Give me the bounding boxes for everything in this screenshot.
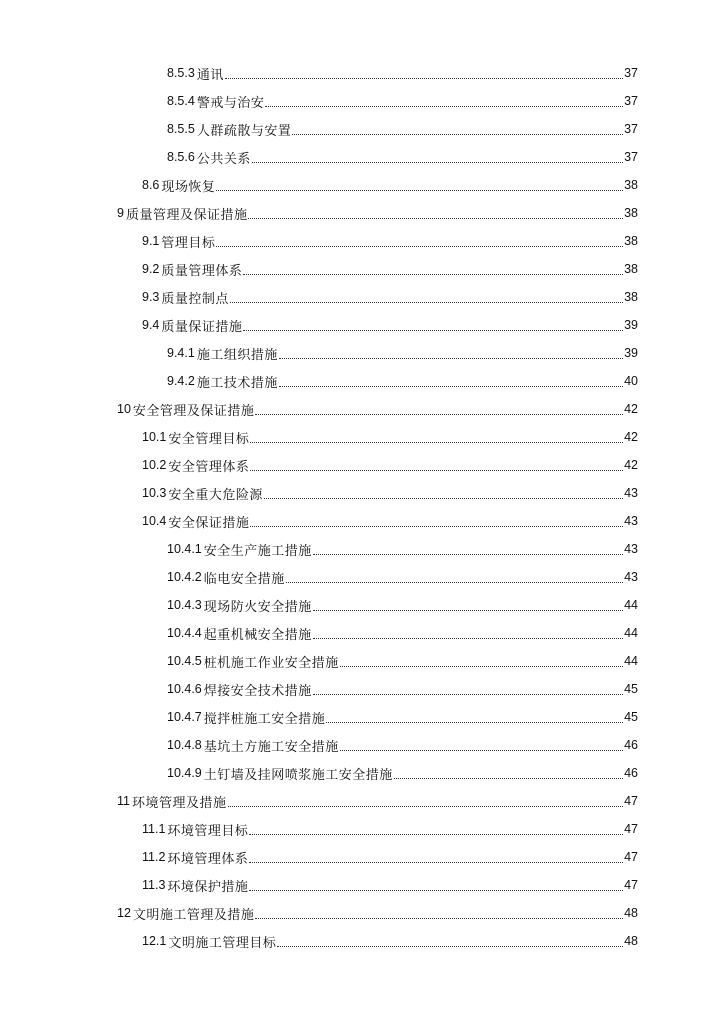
dot-leader [255,414,623,415]
toc-entry-9-3[interactable] [0,283,724,311]
toc-entry-10[interactable] [0,395,724,423]
toc-entry-title: 安全生产施工措施 [203,542,312,558]
toc-entry-page-number: 43 [624,542,638,556]
toc-entry-page-number: 45 [624,710,638,724]
table-of-contents [0,59,724,955]
toc-entry-number: 10.4.4 [167,626,202,640]
toc-entry-12-1[interactable] [0,927,724,955]
toc-entry-title: 警戒与治安 [196,94,265,110]
toc-entry-page-number: 48 [624,906,638,920]
toc-entry-number: 10.1 [142,430,167,444]
toc-entry-title: 质量保证措施 [161,318,243,334]
dot-leader [230,302,623,303]
toc-entry-title: 管理目标 [161,234,216,250]
dot-leader [249,890,623,891]
toc-entry-11-3[interactable] [0,871,724,899]
toc-entry-page-number: 43 [624,570,638,584]
toc-entry-page-number: 46 [624,738,638,752]
toc-entry-number: 9.4 [142,318,160,332]
dot-leader [250,442,623,443]
dot-leader [249,862,623,863]
toc-entry-title: 土钉墙及挂网喷浆施工安全措施 [203,766,393,782]
toc-entry-8-5-3[interactable] [0,59,724,87]
toc-entry-number: 9.2 [142,262,160,276]
toc-entry-title: 安全管理目标 [168,430,250,446]
dot-leader [292,134,623,135]
toc-entry-page-number: 37 [624,66,638,80]
dot-leader [250,526,623,527]
dot-leader [248,218,623,219]
dot-leader [326,722,623,723]
toc-entry-number: 10.4.5 [167,654,202,668]
toc-entry-page-number: 37 [624,150,638,164]
toc-entry-9-4-1[interactable] [0,339,724,367]
toc-entry-title: 安全保证措施 [168,514,250,530]
toc-entry-title: 质量管理及保证措施 [125,206,248,222]
toc-entry-title: 通讯 [196,66,224,82]
toc-entry-title: 现场恢复 [161,178,216,194]
dot-leader [340,750,623,751]
toc-entry-number: 10.4.9 [167,766,202,780]
toc-entry-page-number: 48 [624,934,638,948]
toc-entry-10-4-1[interactable] [0,535,724,563]
toc-entry-page-number: 45 [624,682,638,696]
dot-leader [252,162,623,163]
dot-leader [313,610,623,611]
dot-leader [216,246,623,247]
toc-entry-number: 8.5.3 [167,66,195,80]
toc-entry-page-number: 46 [624,766,638,780]
dot-leader [264,498,623,499]
toc-entry-page-number: 42 [624,458,638,472]
toc-entry-10-4-6[interactable] [0,675,724,703]
toc-entry-number: 9.4.1 [167,346,195,360]
toc-entry-page-number: 38 [624,290,638,304]
toc-entry-number: 10.4.8 [167,738,202,752]
toc-entry-number: 9 [117,206,124,220]
toc-entry-number: 10.4.2 [167,570,202,584]
toc-entry-10-4-3[interactable] [0,591,724,619]
toc-entry-11-1[interactable] [0,815,724,843]
dot-leader [250,470,623,471]
toc-entry-number: 10 [117,402,131,416]
dot-leader [279,386,623,387]
toc-entry-title: 环境管理及措施 [131,794,227,810]
dot-leader [243,330,623,331]
toc-entry-number: 12 [117,906,131,920]
toc-entry-9-4[interactable] [0,311,724,339]
toc-entry-number: 10.3 [142,486,167,500]
toc-entry-8-5-4[interactable] [0,87,724,115]
toc-entry-page-number: 37 [624,122,638,136]
toc-entry-number: 12.1 [142,934,167,948]
toc-entry-page-number: 42 [624,430,638,444]
toc-entry-number: 8.5.5 [167,122,195,136]
toc-entry-page-number: 43 [624,486,638,500]
dot-leader [225,78,623,79]
dot-leader [228,806,624,807]
toc-entry-title: 文明施工管理目标 [168,934,277,950]
toc-entry-10-1[interactable] [0,423,724,451]
toc-entry-title: 文明施工管理及措施 [132,906,255,922]
toc-entry-10-4[interactable] [0,507,724,535]
toc-entry-title: 质量管理体系 [161,262,243,278]
toc-entry-page-number: 44 [624,654,638,668]
toc-entry-title: 安全管理及保证措施 [132,402,255,418]
toc-entry-title: 公共关系 [196,150,251,166]
dot-leader [279,358,623,359]
dot-leader [216,190,623,191]
toc-entry-title: 安全重大危险源 [168,486,263,502]
toc-entry-number: 8.6 [142,178,160,192]
toc-entry-number: 11.3 [142,878,166,892]
toc-entry-8-6[interactable] [0,171,724,199]
toc-entry-11[interactable] [0,787,724,815]
toc-entry-number: 11 [117,794,130,808]
toc-entry-number: 10.4.3 [167,598,202,612]
toc-entry-title: 施工技术措施 [196,374,278,390]
dot-leader [243,274,623,275]
toc-entry-number: 11.1 [142,822,166,836]
toc-entry-page-number: 44 [624,626,638,640]
toc-entry-page-number: 42 [624,402,638,416]
toc-entry-10-4-5[interactable] [0,647,724,675]
dot-leader [286,582,623,583]
toc-entry-title: 焊接安全技术措施 [203,682,312,698]
toc-entry-number: 9.3 [142,290,160,304]
toc-entry-11-2[interactable] [0,843,724,871]
toc-entry-number: 10.2 [142,458,167,472]
toc-entry-title: 质量控制点 [161,290,229,306]
dot-leader [394,778,623,779]
toc-entry-8-5-5[interactable] [0,115,724,143]
toc-entry-9-2[interactable] [0,255,724,283]
toc-entry-title: 人群疏散与安置 [196,122,292,138]
toc-entry-10-4-4[interactable] [0,619,724,647]
toc-entry-title: 安全管理体系 [168,458,250,474]
dot-leader [277,946,623,947]
toc-entry-title: 施工组织措施 [196,346,278,362]
toc-entry-10-3[interactable] [0,479,724,507]
toc-entry-12[interactable] [0,899,724,927]
toc-entry-number: 10.4 [142,514,167,528]
toc-entry-title: 环境管理目标 [167,822,249,838]
toc-entry-page-number: 47 [624,822,638,836]
toc-entry-9-4-2[interactable] [0,367,724,395]
toc-entry-title: 基坑土方施工安全措施 [203,738,339,754]
dot-leader [255,918,623,919]
toc-entry-8-5-6[interactable] [0,143,724,171]
toc-entry-10-4-2[interactable] [0,563,724,591]
toc-entry-page-number: 47 [624,850,638,864]
toc-entry-number: 8.5.4 [167,94,195,108]
toc-entry-title: 临电安全措施 [203,570,285,586]
toc-entry-page-number: 37 [624,94,638,108]
toc-entry-10-4-9[interactable] [0,759,724,787]
toc-entry-title: 起重机械安全措施 [203,626,312,642]
toc-entry-page-number: 38 [624,206,638,220]
toc-entry-page-number: 38 [624,178,638,192]
dot-leader [265,106,623,107]
toc-entry-9[interactable] [0,199,724,227]
toc-entry-page-number: 39 [624,318,638,332]
toc-entry-page-number: 40 [624,374,638,388]
toc-entry-title: 环境保护措施 [167,878,249,894]
toc-entry-page-number: 39 [624,346,638,360]
toc-entry-10-4-7[interactable] [0,703,724,731]
toc-entry-title: 环境管理体系 [167,850,249,866]
toc-entry-9-1[interactable] [0,227,724,255]
dot-leader [313,554,623,555]
toc-entry-10-4-8[interactable] [0,731,724,759]
toc-entry-number: 9.1 [142,234,160,248]
toc-entry-number: 10.4.6 [167,682,202,696]
toc-entry-page-number: 44 [624,598,638,612]
toc-entry-number: 11.2 [142,850,166,864]
toc-entry-title: 现场防火安全措施 [203,598,312,614]
toc-entry-number: 8.5.6 [167,150,195,164]
toc-entry-10-2[interactable] [0,451,724,479]
toc-entry-page-number: 43 [624,514,638,528]
toc-entry-number: 10.4.1 [167,542,202,556]
toc-entry-page-number: 38 [624,234,638,248]
dot-leader [313,694,623,695]
toc-entry-title: 桩机施工作业安全措施 [203,654,339,670]
toc-entry-number: 10.4.7 [167,710,202,724]
dot-leader [340,666,623,667]
dot-leader [249,834,623,835]
dot-leader [313,638,623,639]
toc-entry-page-number: 47 [624,794,638,808]
toc-entry-title: 搅拌桩施工安全措施 [203,710,326,726]
toc-entry-page-number: 47 [624,878,638,892]
toc-entry-number: 9.4.2 [167,374,195,388]
toc-entry-page-number: 38 [624,262,638,276]
